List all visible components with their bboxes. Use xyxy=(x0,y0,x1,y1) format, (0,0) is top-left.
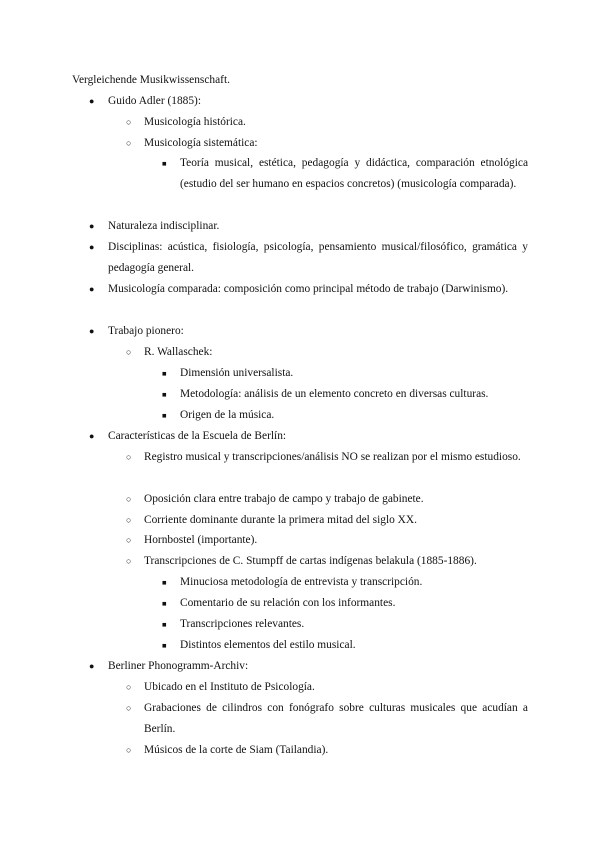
list-item-text: Dimensión universalista. xyxy=(180,367,294,379)
list-item-text: Registro musical y transcripciones/análisis NO se realizan por el mismo estudioso. xyxy=(144,451,521,463)
bullet-square-icon: ■ xyxy=(162,411,167,420)
list-item-text: Ubicado en el Instituto de Psicología. xyxy=(144,681,315,693)
bullet-circle-icon: ○ xyxy=(126,117,132,127)
list-item xyxy=(162,614,528,635)
list-item xyxy=(126,447,528,468)
list-item xyxy=(126,133,528,154)
bullet-circle-icon: ○ xyxy=(126,347,132,357)
bullet-disc-icon: ● xyxy=(89,221,95,231)
list-item xyxy=(162,635,528,656)
list-item xyxy=(162,593,528,614)
bullet-disc-icon: ● xyxy=(89,326,95,336)
bullet-disc-icon: ● xyxy=(89,431,95,441)
list-item-text: Teoría musical, estética, pedagogía y didáctica, comparación etnológica (estudio del ser humano en espacios concretos) (musicología comparada). xyxy=(180,157,528,190)
list-item xyxy=(126,698,528,740)
list-item-text: Transcripciones relevantes. xyxy=(180,618,305,630)
bullet-disc-icon: ● xyxy=(89,661,95,671)
bullet-square-icon: ■ xyxy=(162,159,167,168)
bullet-square-icon: ■ xyxy=(162,390,167,399)
list-item xyxy=(162,384,528,405)
list-item xyxy=(89,321,528,342)
list-item xyxy=(126,510,528,531)
bullet-square-icon: ■ xyxy=(162,620,167,629)
bullet-circle-icon: ○ xyxy=(126,745,132,755)
list-item-text: R. Wallaschek: xyxy=(144,346,213,358)
list-item-text: Hornbostel (importante). xyxy=(144,534,258,546)
bullet-circle-icon: ○ xyxy=(126,535,132,545)
document-title: Vergleichende Musikwissenschaft. xyxy=(72,74,230,86)
bullet-square-icon: ■ xyxy=(162,369,167,378)
list-item xyxy=(162,363,528,384)
list-item-text: Musicología sistemática: xyxy=(144,137,258,149)
list-item-text: Distintos elementos del estilo musical. xyxy=(180,639,356,651)
bullet-circle-icon: ○ xyxy=(126,138,132,148)
list-item xyxy=(89,237,528,279)
list-item-text: Transcripciones de C. Stumpff de cartas indígenas belakula (1885-1886). xyxy=(144,555,477,567)
list-item-text: Corriente dominante durante la primera mitad del siglo XX. xyxy=(144,514,417,526)
list-item-text: Origen de la música. xyxy=(180,409,275,421)
list-item-text: Comentario de su relación con los informantes. xyxy=(180,597,396,609)
bullet-circle-icon: ○ xyxy=(126,515,132,525)
list-item xyxy=(126,342,528,363)
list-item-text: Guido Adler (1885): xyxy=(108,95,202,107)
list-item xyxy=(89,279,528,300)
list-item-text: Musicología histórica. xyxy=(144,116,246,128)
list-item xyxy=(126,489,528,510)
bullet-circle-icon: ○ xyxy=(126,452,132,462)
bullet-disc-icon: ● xyxy=(89,96,95,106)
bullet-square-icon: ■ xyxy=(162,641,167,650)
list-item-text: Trabajo pionero: xyxy=(108,325,184,337)
list-item-text: Musicología comparada: composición como principal método de trabajo (Darwinismo). xyxy=(108,283,509,295)
list-item xyxy=(126,530,528,551)
list-item xyxy=(89,426,528,447)
bullet-circle-icon: ○ xyxy=(126,682,132,692)
list-item xyxy=(126,740,528,761)
bullet-square-icon: ■ xyxy=(162,578,167,587)
list-item-text: Naturaleza indisciplinar. xyxy=(108,220,220,232)
list-item-text: Berliner Phonogramm-Archiv: xyxy=(108,660,249,672)
list-item-text: Minuciosa metodología de entrevista y transcripción. xyxy=(180,576,423,588)
list-item xyxy=(126,677,528,698)
list-item-text: Grabaciones de cilindros con fonógrafo sobre culturas musicales que acudían a Berlín. xyxy=(144,702,528,735)
list-item-text: Disciplinas: acústica, fisiología, psicología, pensamiento musical/filosófico, gramática y pedagogía general. xyxy=(108,241,528,274)
list-item xyxy=(89,91,528,112)
list-item xyxy=(89,656,528,677)
list-item-text: Metodología: análisis de un elemento concreto en diversas culturas. xyxy=(180,388,489,400)
list-item xyxy=(162,153,528,195)
list-item xyxy=(89,216,528,237)
list-item-text: Oposición clara entre trabajo de campo y trabajo de gabinete. xyxy=(144,493,424,505)
list-item xyxy=(126,112,528,133)
bullet-circle-icon: ○ xyxy=(126,556,132,566)
list-item-text: Características de la Escuela de Berlín: xyxy=(108,430,287,442)
bullet-disc-icon: ● xyxy=(89,284,95,294)
bullet-disc-icon: ● xyxy=(89,242,95,252)
list-item xyxy=(126,551,528,572)
bullet-square-icon: ■ xyxy=(162,599,167,608)
bullet-circle-icon: ○ xyxy=(126,494,132,504)
list-item xyxy=(162,405,528,426)
list-item xyxy=(162,572,528,593)
bullet-circle-icon: ○ xyxy=(126,703,132,713)
list-item-text: Músicos de la corte de Siam (Tailandia). xyxy=(144,744,329,756)
